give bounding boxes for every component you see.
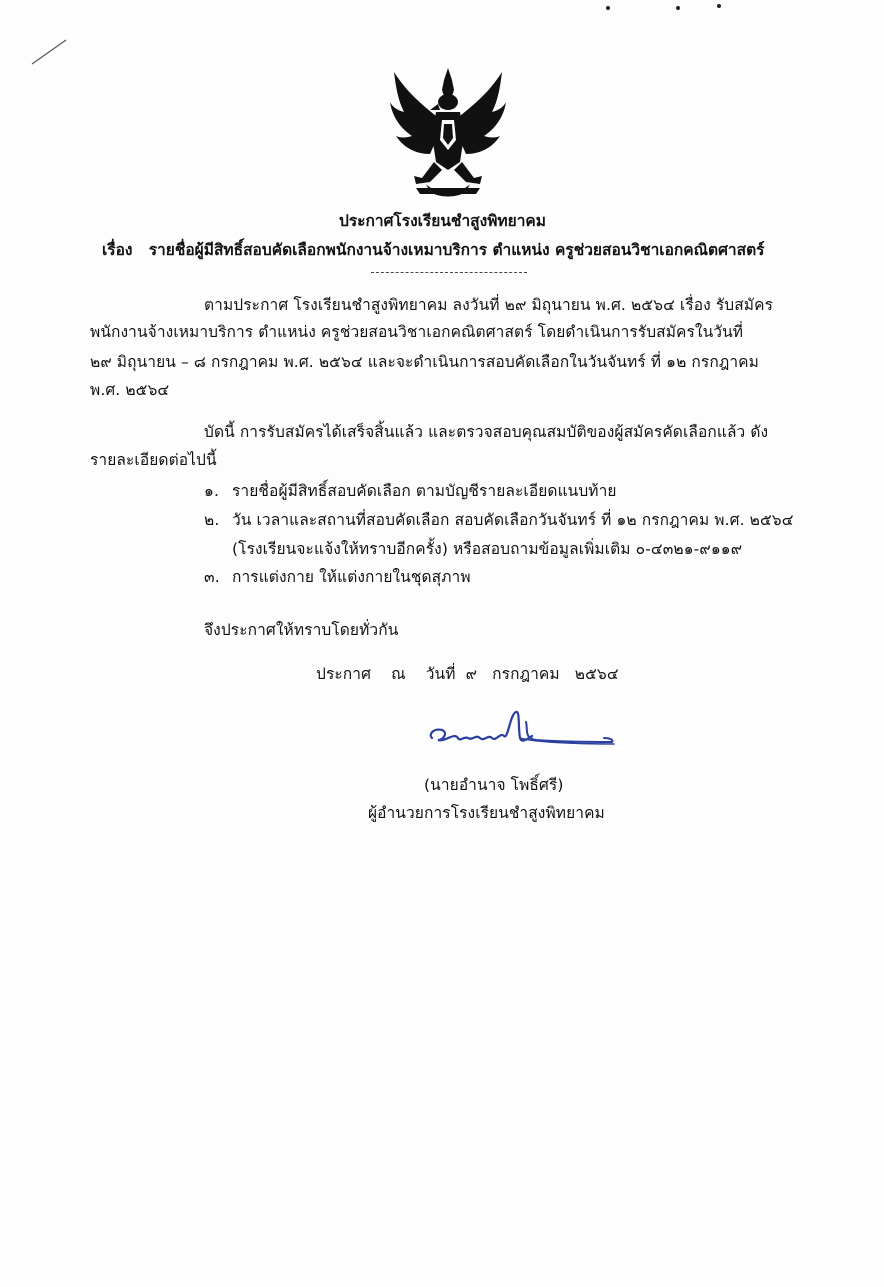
garuda-emblem-icon (386, 66, 510, 200)
list-item-number: ๑. (204, 482, 219, 500)
announcement-title: ประกาศโรงเรียนชำสูงพิทยาคม (339, 212, 546, 230)
date-at: ณ (391, 665, 406, 683)
date-year: ๒๕๖๔ (574, 665, 619, 683)
date-line (316, 661, 619, 686)
date-month: กรกฎาคม (492, 665, 560, 683)
paragraph2-line: บัดนี้ การรับสมัครได้เสร็จสิ้นแล้ว และตรวจสอบคุณสมบัติของผู้สมัครคัดเลือกแล้ว ดัง (204, 423, 769, 441)
scan-dot (676, 6, 680, 10)
paragraph1-line: พนักงานจ้างเหมาบริการ ตำแหน่ง ครูช่วยสอนวิชาเอกคณิตศาสตร์ โดยดำเนินการรับสมัครในวันที่ (90, 323, 744, 341)
date-prefix: ประกาศ (316, 665, 372, 683)
scan-dot (717, 4, 721, 8)
list-item: รายชื่อผู้มีสิทธิ์สอบคัดเลือก ตามบัญชีรายละเอียดแนบท้าย (232, 482, 617, 500)
subject-label: เรื่อง (102, 241, 133, 259)
pen-stroke-mark (30, 38, 70, 68)
paragraph2-line: รายละเอียดต่อไปนี้ (90, 451, 217, 469)
handwritten-signature-icon (424, 708, 620, 760)
list-item: การแต่งกาย ให้แต่งกายในชุดสุภาพ (232, 568, 471, 586)
list-item-number: ๒. (204, 511, 220, 529)
list-item-number: ๓. (204, 568, 220, 586)
title-divider (371, 272, 527, 273)
date-day: ๙ (465, 665, 478, 683)
date-day-label: วันที่ (425, 665, 456, 683)
closing-statement: จึงประกาศให้ทราบโดยทั่วกัน (204, 621, 399, 639)
signatory-position: ผู้อำนวยการโรงเรียนชำสูงพิทยาคม (368, 804, 605, 822)
paragraph1-line: พ.ศ. ๒๕๖๔ (90, 381, 170, 399)
scan-dot (606, 6, 610, 10)
paragraph1-line: ๒๙ มิถุนายน – ๘ กรกฎาคม พ.ศ. ๒๕๖๔ และจะดำเนินการสอบคัดเลือกในวันจันทร์ ที่ ๑๒ กรกฎาคม (90, 353, 759, 371)
subject-line (102, 237, 765, 262)
signatory-name: (นายอำนาจ โพธิ์ศรี) (424, 776, 564, 794)
subject-text: รายชื่อผู้มีสิทธิ์สอบคัดเลือกพนักงานจ้างเหมาบริการ ตำแหน่ง ครูช่วยสอนวิชาเอกคณิตศาสตร์ (148, 241, 765, 259)
list-item-continuation: (โรงเรียนจะแจ้งให้ทราบอีกครั้ง) หรือสอบถามข้อมูลเพิ่มเติม ๐-๔๓๒๑-๙๑๑๙ (232, 540, 743, 558)
paragraph1-line: ตามประกาศ โรงเรียนชำสูงพิทยาคม ลงวันที่ ๒๙ มิถุนายน พ.ศ. ๒๕๖๔ เรื่อง รับสมัคร (204, 296, 773, 314)
list-item: วัน เวลาและสถานที่สอบคัดเลือก สอบคัดเลือกวันจันทร์ ที่ ๑๒ กรกฎาคม พ.ศ. ๒๕๖๔ (232, 511, 794, 529)
